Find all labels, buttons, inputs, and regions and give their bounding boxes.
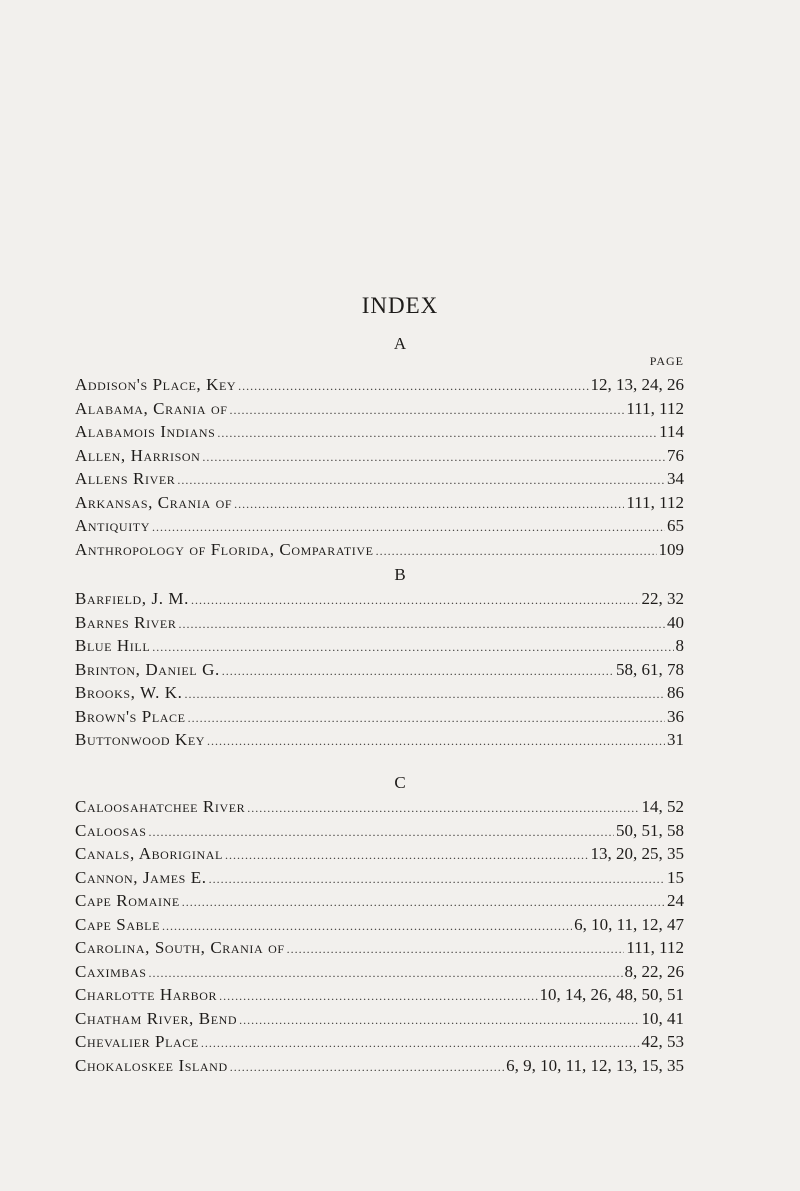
- index-term: Chokaloskee Island: [75, 1055, 228, 1075]
- page-numbers: 58, 61, 78: [616, 659, 684, 679]
- dot-leader: [191, 589, 640, 613]
- dot-leader: [177, 469, 665, 493]
- page-numbers: 111, 112: [626, 492, 684, 512]
- index-entry: [75, 1007, 684, 1031]
- index-entry: [75, 444, 684, 468]
- page-numbers: 114: [659, 422, 684, 441]
- page-numbers: 15: [667, 867, 684, 887]
- page-numbers: 8, 22, 26: [624, 961, 684, 981]
- dot-leader: [239, 1009, 639, 1033]
- index-entry: [75, 467, 684, 491]
- page-numbers: 76: [667, 445, 684, 465]
- page-numbers: 34: [667, 469, 684, 488]
- dot-leader: [376, 540, 657, 564]
- dot-leader: [185, 683, 665, 707]
- index-entry: [75, 634, 684, 658]
- index-entry: [75, 960, 684, 984]
- dot-leader: [148, 821, 614, 845]
- dot-leader: [219, 985, 537, 1009]
- dot-leader: [201, 1032, 640, 1056]
- dot-leader: [152, 636, 673, 660]
- index-entry: [75, 658, 684, 682]
- dot-leader: [247, 797, 639, 821]
- dot-leader: [148, 962, 622, 986]
- index-term: Allen, Harrison: [75, 445, 201, 465]
- dot-leader: [234, 493, 624, 517]
- page-numbers: 24: [667, 891, 684, 910]
- page-numbers: 86: [667, 683, 684, 702]
- page-numbers: 50, 51, 58: [616, 820, 684, 840]
- dot-leader: [225, 844, 589, 868]
- index-term: Caloosas: [75, 820, 147, 840]
- index-entry: [75, 913, 684, 937]
- index-term: Caximbas: [75, 961, 147, 981]
- index-term: Chatham River, Bend: [75, 1008, 238, 1028]
- index-term: Canals, Aboriginal: [75, 844, 223, 863]
- index-entry: [75, 538, 684, 562]
- index-term: Cape Romaine: [75, 891, 180, 910]
- index-term: Blue Hill: [75, 636, 151, 655]
- index-entry: [75, 681, 684, 705]
- index-entry: [75, 1054, 684, 1078]
- page-numbers: 12, 13, 24, 26: [590, 375, 684, 394]
- page-numbers: 40: [667, 612, 684, 632]
- index-term: Brooks, W. K.: [75, 683, 183, 702]
- dot-leader: [222, 660, 614, 684]
- index-entry: [75, 795, 684, 819]
- index-entry: [75, 491, 684, 515]
- page-numbers: 22, 32: [641, 589, 684, 608]
- page-numbers: 6, 10, 11, 12, 47: [574, 914, 684, 934]
- index-entry: [75, 705, 684, 729]
- index-entry: [75, 587, 684, 611]
- index-term: Antiquity: [75, 516, 150, 535]
- section-letter-a: A: [393, 334, 407, 353]
- dot-leader: [202, 446, 665, 470]
- index-entry: [75, 420, 684, 444]
- page-numbers: 10, 41: [641, 1008, 684, 1028]
- dot-leader: [230, 399, 625, 423]
- dot-leader: [230, 1056, 504, 1080]
- index-entry: [75, 842, 684, 866]
- page-numbers: 65: [667, 516, 684, 535]
- dot-leader: [182, 891, 665, 915]
- page-numbers: 10, 14, 26, 48, 50, 51: [539, 985, 684, 1004]
- index-term: Barfield, J. M.: [75, 589, 189, 608]
- index-entry: [75, 611, 684, 635]
- dot-leader: [162, 915, 572, 939]
- index-entry: [75, 866, 684, 890]
- index-term: Carolina, South, Crania of: [75, 938, 285, 957]
- index-entry: [75, 1030, 684, 1054]
- section-c: [75, 795, 684, 1077]
- page-numbers: 6, 9, 10, 11, 12, 13, 15, 35: [506, 1055, 684, 1075]
- page-numbers: 109: [658, 539, 684, 559]
- index-entry: [75, 889, 684, 913]
- index-term: Barnes River: [75, 612, 177, 632]
- index-term: Cannon, James E.: [75, 867, 207, 887]
- page-numbers: 111, 112: [626, 398, 684, 418]
- page-numbers: 31: [667, 730, 684, 749]
- index-entry: [75, 373, 684, 397]
- dot-leader: [209, 868, 665, 892]
- index-entry: [75, 983, 684, 1007]
- page-numbers: 111, 112: [626, 938, 684, 957]
- section-letter-c: C: [394, 773, 406, 792]
- index-term: Alabama, Crania of: [75, 398, 228, 418]
- index-term: Alabamois Indians: [75, 422, 216, 441]
- page-column-label: PAGE: [649, 354, 684, 368]
- page-numbers: 13, 20, 25, 35: [590, 844, 684, 863]
- dot-leader: [188, 707, 665, 731]
- index-term: Addison's Place, Key: [75, 375, 237, 394]
- index-entry: [75, 728, 684, 752]
- page-numbers: 42, 53: [641, 1032, 684, 1051]
- index-term: Brinton, Daniel G.: [75, 659, 220, 679]
- dot-leader: [217, 422, 657, 446]
- dot-leader: [178, 613, 665, 637]
- index-term: Anthropology of Florida, Comparative: [75, 539, 374, 559]
- index-term: Charlotte Harbor: [75, 985, 218, 1004]
- index-term: Cape Sable: [75, 914, 161, 934]
- index-entry: [75, 514, 684, 538]
- dot-leader: [207, 730, 665, 754]
- dot-leader: [238, 375, 588, 399]
- page-numbers: 36: [667, 706, 684, 726]
- section-b: [75, 587, 684, 752]
- index-term: Chevalier Place: [75, 1032, 199, 1051]
- index-term: Buttonwood Key: [75, 730, 206, 749]
- index-term: Arkansas, Crania of: [75, 492, 233, 512]
- index-entry: [75, 397, 684, 421]
- page-title: INDEX: [361, 293, 439, 318]
- index-term: Allens River: [75, 469, 176, 488]
- page-numbers: 8: [675, 636, 684, 655]
- dot-leader: [287, 938, 625, 962]
- index-term: Caloosahatchee River: [75, 797, 246, 816]
- section-a: [75, 373, 684, 561]
- index-term: Brown's Place: [75, 706, 186, 726]
- page-numbers: 14, 52: [641, 797, 684, 816]
- section-letter-b: B: [394, 565, 406, 584]
- index-entry: [75, 936, 684, 960]
- index-entry: [75, 819, 684, 843]
- dot-leader: [152, 516, 665, 540]
